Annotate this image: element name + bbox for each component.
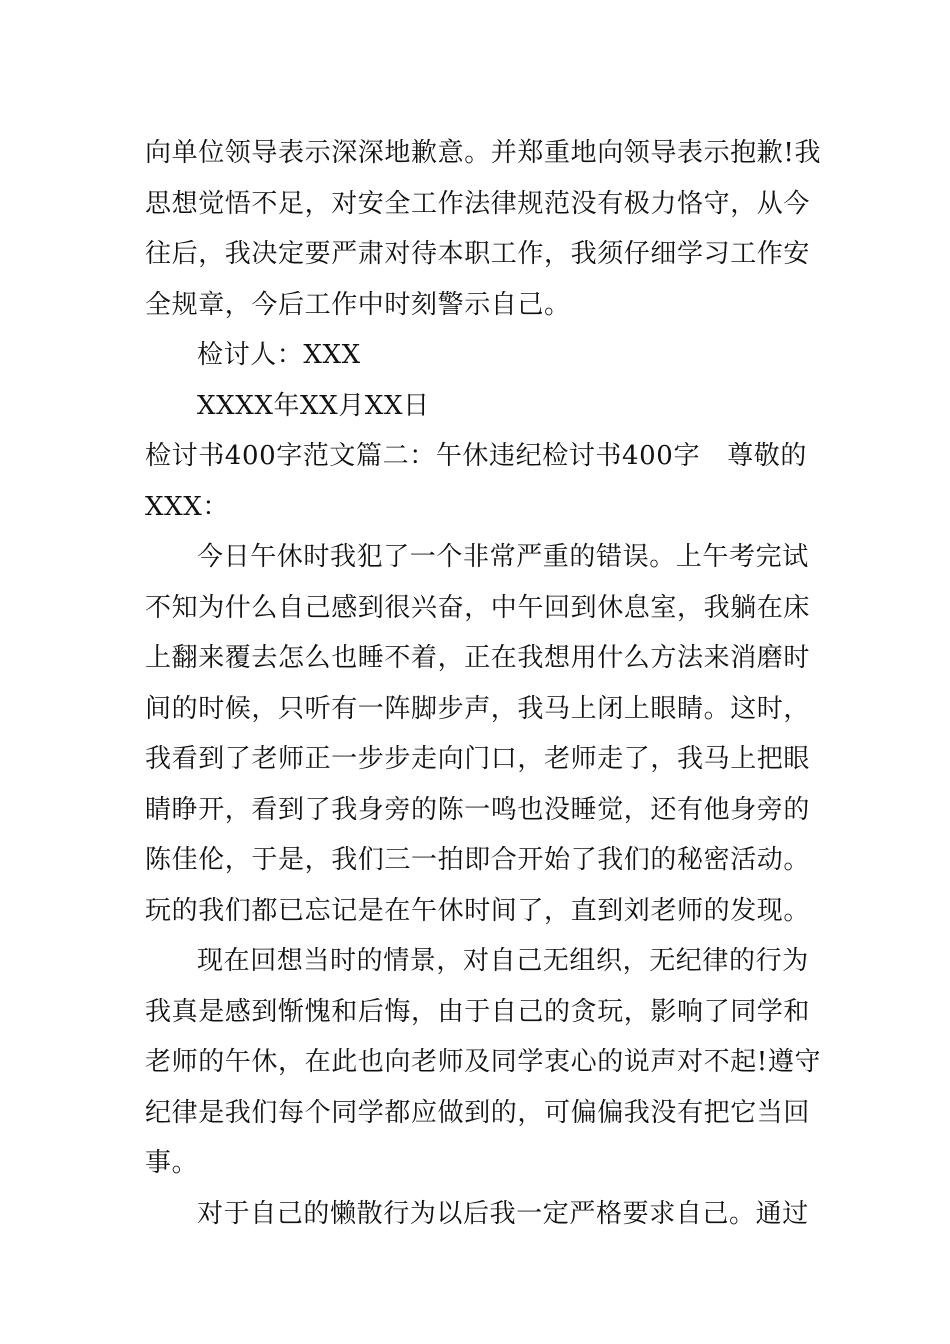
salutation-start: 尊敬的 xyxy=(727,441,807,471)
paragraph-line: 我看到了老师正一步步走向门口，老师走了，我马上把眼 xyxy=(145,744,811,774)
paragraph-line: 陈佳伦，于是，我们三一拍即合开始了我们的秘密活动。 xyxy=(145,845,811,875)
paragraph-line: 我真是感到惭愧和后悔，由于自己的贪玩，影响了同学和 xyxy=(145,996,811,1027)
section-heading xyxy=(145,431,807,482)
paragraph-line: 全规章，今后工作中时刻警示自己。 xyxy=(145,289,571,320)
paragraph-line: 往后，我决定要严肃对待本职工作，我须仔细学习工作安 xyxy=(145,239,811,269)
salutation-line: XXX： xyxy=(145,491,229,522)
paragraph-line: 事。 xyxy=(145,1148,199,1178)
paragraph-line: 思想觉悟不足，对安全工作法律规范没有极力恪守，从今 xyxy=(145,188,811,219)
document-body xyxy=(145,128,822,1239)
paragraph-line: 玩的我们都已忘记是在午休时间了，直到刘老师的发现。 xyxy=(145,895,811,926)
paragraph-line: 上翻来覆去怎么也睡不着，正在我想用什么方法来消磨时 xyxy=(145,643,811,673)
date-line: XXXX年XX月XX日 xyxy=(197,390,430,421)
paragraph-line: 不知为什么自己感到很兴奋，中午回到休息室，我躺在床 xyxy=(145,592,811,623)
signer-line: 检讨人：XXX xyxy=(197,340,361,370)
paragraph-line: 睛睁开，看到了我身旁的陈一鸣也没睡觉，还有他身旁的 xyxy=(145,794,811,825)
paragraph-line: 向单位领导表示深深地歉意。并郑重地向领导表示抱歉!我 xyxy=(145,138,822,168)
section-heading-title: 检讨书400字范文篇二：午休违纪检讨书400字 xyxy=(145,441,701,471)
paragraph-line: 今日午休时我犯了一个非常严重的错误。上午考完试 xyxy=(197,542,809,572)
paragraph-line: 现在回想当时的情景，对自己无组织，无纪律的行为 xyxy=(197,946,809,976)
paragraph-line: 纪律是我们每个同学都应做到的，可偏偏我没有把它当回 xyxy=(145,1097,811,1128)
paragraph-line: 对于自己的懒散行为以后我一定严格要求自己。通过 xyxy=(197,1198,809,1229)
paragraph-line: 老师的午休，在此也向老师及同学衷心的说声对不起!遵守 xyxy=(145,1047,822,1077)
paragraph-line: 间的时候，只听有一阵脚步声，我马上闭上眼睛。这时， xyxy=(145,693,811,724)
